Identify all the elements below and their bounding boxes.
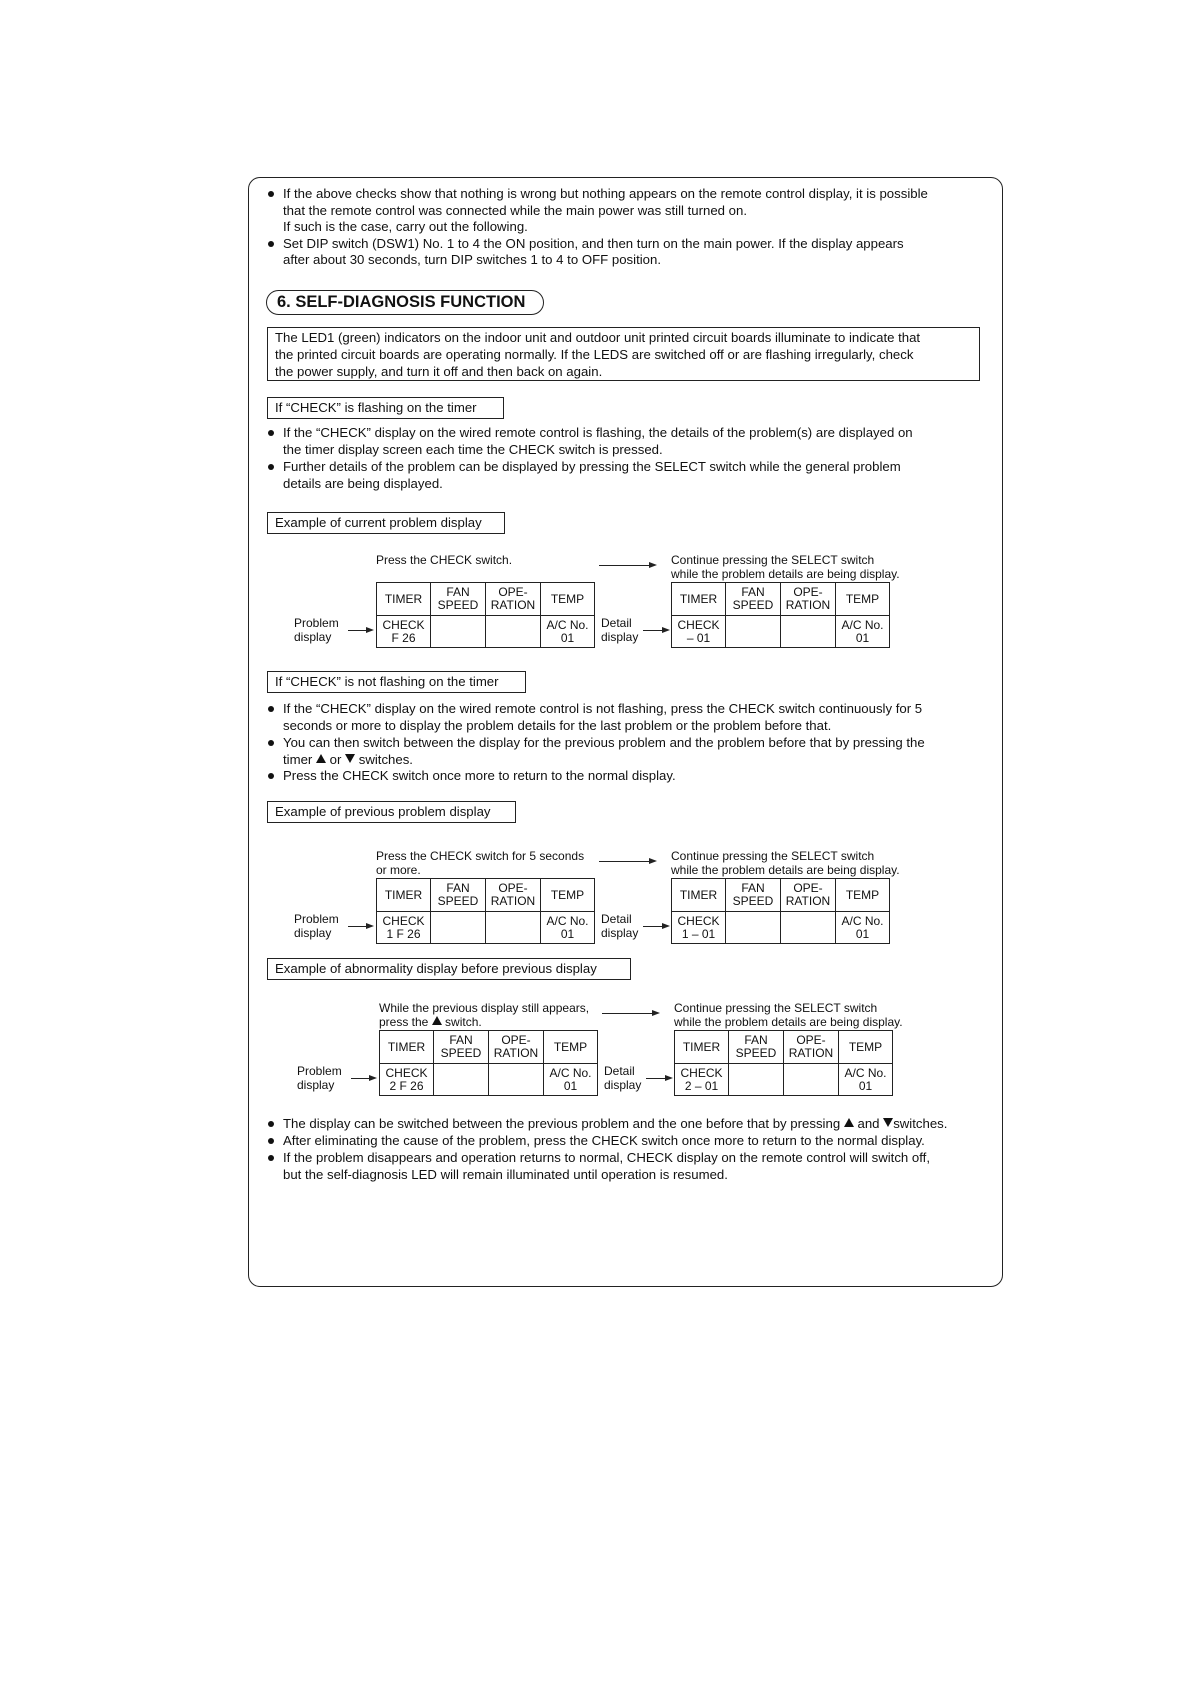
intro-text: If such is the case, carry out the following. [283,219,528,234]
arrow-right-icon [665,1075,673,1081]
detail-code: 1 – 01 [681,926,716,941]
arrow-right-icon [348,630,366,631]
ex3-detail-display-table [674,1030,893,1096]
bullet-icon [268,1155,274,1161]
ope-label: OPE- [498,585,528,599]
temp-header: TEMP [544,1031,598,1064]
detail-code: 2 – 01 [684,1078,719,1093]
timer-cell [672,912,726,944]
ration-label: RATION [493,1046,539,1060]
problem-code: 2 F 26 [389,1078,424,1093]
arrow-right-icon [366,627,374,633]
flashing-text: If the “CHECK” display on the wired remote control is flashing, the details of the problem(s) are displayed on [283,425,913,440]
ex1-instruction-right: while the problem details are being display. [671,567,900,581]
timer-cell [377,616,431,648]
flashing-text: the timer display screen each time the CHECK switch is pressed. [283,442,663,457]
ex1-instruction-right: Continue pressing the SELECT switch [671,553,875,567]
bullet-icon [268,241,274,247]
speed-label: SPEED [732,598,774,612]
operation-cell [489,1064,544,1096]
fan-label: FAN [744,1033,768,1047]
arrow-right-icon [652,1010,660,1016]
detail-display-label: display [601,630,639,644]
temp-header: TEMP [836,583,890,616]
fan-speed-cell [726,616,781,648]
acno-label: A/C No. [546,617,589,632]
fan-speed-cell [729,1064,784,1096]
intro-text: If the above checks show that nothing is wrong but nothing appears on the remote control display, it is possible [283,186,928,201]
detail-display-label: display [601,926,639,940]
timer-cell [672,616,726,648]
ex1-detail-display-table [671,582,890,648]
triangle-down-icon [883,1118,893,1127]
temp-header: TEMP [541,583,595,616]
ex1-instruction-left: Press the CHECK switch. [376,553,513,567]
triangle-up-icon [316,754,326,763]
check-text: CHECK [677,913,720,928]
bullet-icon [268,740,274,746]
fan-label: FAN [446,585,470,599]
detail-display-label: Detail [604,1064,635,1078]
arrow-right-icon [643,926,662,927]
final-text: If the problem disappears and operation returns to normal, CHECK display on the remote control will switch off, [283,1150,930,1165]
example-previous-label: Example of previous problem display [267,801,516,823]
acno-value: 01 [560,926,575,941]
problem-code: F 26 [391,630,416,645]
bullet-icon [268,464,274,470]
operation-cell [781,912,836,944]
bullet-icon [268,1138,274,1144]
arrow-right-icon [662,923,670,929]
example-abnormality-label: Example of abnormality display before previous display [267,958,631,980]
arrow-right-icon [351,1078,369,1079]
speed-label: SPEED [440,1046,482,1060]
final-text: but the self-diagnosis LED will remain illuminated until operation is resumed. [283,1167,728,1182]
temp-header: TEMP [839,1031,893,1064]
operation-header [486,879,541,912]
fan-speed-cell [431,912,486,944]
arrow-right-icon [599,565,649,566]
speed-label: SPEED [732,894,774,908]
fan-label: FAN [741,881,765,895]
ex3-problem-display-table [379,1030,598,1096]
ration-label: RATION [785,598,831,612]
bullet-icon [268,430,274,436]
acno-value: 01 [858,1078,873,1093]
ope-label: OPE- [501,1033,531,1047]
intro-text: Set DIP switch (DSW1) No. 1 to 4 the ON position, and then turn on the main power. If the display appears [283,236,904,251]
operation-cell [486,616,541,648]
problem-display-label: display [297,1078,335,1092]
fan-label: FAN [449,1033,473,1047]
fan-speed-header [434,1031,489,1064]
intro-text: after about 30 seconds, turn DIP switches 1 to 4 to OFF position. [283,252,661,267]
not-flashing-text: seconds or more to display the problem details for the last problem or the problem before that. [283,718,832,733]
ex1-problem-display-table [376,582,595,648]
switches-word: switches. [358,752,413,767]
section-title: 6. SELF-DIAGNOSIS FUNCTION [266,290,544,315]
detail-display-label: display [604,1078,642,1092]
ration-label: RATION [490,894,536,908]
temp-cell [541,616,595,648]
timer-header: TIMER [672,583,726,616]
temp-header: TEMP [836,879,890,912]
bullet-icon [268,1121,274,1127]
final-text [283,1116,947,1133]
problem-display-label: display [294,926,332,940]
ope-label: OPE- [498,881,528,895]
fan-speed-header [726,583,781,616]
intro-text: that the remote control was connected while the main power was still turned on. [283,203,748,218]
bullet-icon [268,706,274,712]
operation-header [781,879,836,912]
triangle-up-icon [844,1118,854,1127]
flashing-text: details are being displayed. [283,476,443,491]
ex2-instruction-left: Press the CHECK switch for 5 seconds [376,849,585,863]
flashing-label: If “CHECK” is flashing on the timer [267,397,504,419]
speed-label: SPEED [437,894,479,908]
fan-speed-header [431,583,486,616]
ration-label: RATION [490,598,536,612]
problem-display-label: Problem [294,912,339,926]
arrow-right-icon [646,1078,665,1079]
acno-label: A/C No. [546,913,589,928]
ex3-instruction-right: while the problem details are being display. [674,1015,903,1029]
operation-cell [781,616,836,648]
and-word: and [857,1116,880,1131]
check-text: CHECK [677,617,720,632]
acno-value: 01 [855,926,870,941]
triangle-up-icon [432,1016,442,1025]
timer-header: TIMER [377,879,431,912]
ex2-instruction-right: while the problem details are being display. [671,863,900,877]
timer-header: TIMER [377,583,431,616]
problem-code: 1 F 26 [386,926,421,941]
triangle-down-icon [345,754,355,763]
temp-cell [836,912,890,944]
fan-label: FAN [446,881,470,895]
timer-cell [380,1064,434,1096]
arrow-right-icon [602,1013,652,1014]
arrow-right-icon [369,1075,377,1081]
note-line: the power supply, and turn it off and then back on again. [275,364,603,379]
ex3-instruction-right: Continue pressing the SELECT switch [674,1001,878,1015]
fan-speed-header [726,879,781,912]
speed-label: SPEED [735,1046,777,1060]
acno-label: A/C No. [841,913,884,928]
ration-label: RATION [785,894,831,908]
not-flashing-label: If “CHECK” is not flashing on the timer [267,671,526,693]
timer-cell [675,1064,729,1096]
switches-word: switches. [893,1116,948,1131]
acno-value: 01 [855,630,870,645]
ex2-instruction-left: or more. [376,863,421,877]
ex3-instruction-left [379,1015,482,1029]
not-flashing-text: You can then switch between the display for the previous problem and the problem before that by pressing the [283,735,925,750]
fan-speed-cell [431,616,486,648]
timer-header: TIMER [675,1031,729,1064]
acno-label: A/C No. [549,1065,592,1080]
ex3-instruction-left: While the previous display still appears, [379,1001,590,1015]
fan-speed-cell [726,912,781,944]
arrow-right-icon [643,630,662,631]
arrow-right-icon [366,923,374,929]
ex2-instruction-right: Continue pressing the SELECT switch [671,849,875,863]
acno-label: A/C No. [841,617,884,632]
arrow-right-icon [649,562,657,568]
fan-speed-header [729,1031,784,1064]
timer-word: timer [283,752,313,767]
timer-header: TIMER [380,1031,434,1064]
timer-header: TIMER [672,879,726,912]
not-flashing-text: Press the CHECK switch once more to return to the normal display. [283,768,676,783]
timer-cell [377,912,431,944]
acno-label: A/C No. [844,1065,887,1080]
check-text: CHECK [382,617,425,632]
temp-cell [541,912,595,944]
switch-text: switch. [445,1015,482,1029]
operation-header [784,1031,839,1064]
arrow-right-icon [599,861,649,862]
press-the-text: press the [379,1015,429,1029]
operation-header [781,583,836,616]
fan-label: FAN [741,585,765,599]
operation-cell [784,1064,839,1096]
operation-header [489,1031,544,1064]
not-flashing-text: If the “CHECK” display on the wired remote control is not flashing, press the CHECK switch continuously for 5 [283,701,923,716]
not-flashing-text [283,752,413,769]
acno-value: 01 [563,1078,578,1093]
operation-header [486,583,541,616]
example-current-label: Example of current problem display [267,512,505,534]
led-note-box [267,327,980,381]
ex2-detail-display-table [671,878,890,944]
fan-speed-cell [434,1064,489,1096]
ope-label: OPE- [793,881,823,895]
arrow-right-icon [662,627,670,633]
detail-display-label: Detail [601,912,632,926]
temp-header: TEMP [541,879,595,912]
or-word: or [329,752,342,767]
detail-display-label: Detail [601,616,632,630]
check-text: CHECK [680,1065,723,1080]
temp-cell [836,616,890,648]
final-text-part: The display can be switched between the previous problem and the one before that by pressing [283,1116,841,1131]
detail-code: – 01 [686,630,711,645]
arrow-right-icon [348,926,366,927]
check-text: CHECK [385,1065,428,1080]
problem-display-label: Problem [294,616,339,630]
bullet-icon [268,191,274,197]
temp-cell [544,1064,598,1096]
arrow-right-icon [649,858,657,864]
problem-display-label: Problem [297,1064,342,1078]
note-line: the printed circuit boards are operating normally. If the LEDS are switched off or are flashing irregularly, check [275,347,914,362]
ope-label: OPE- [796,1033,826,1047]
acno-value: 01 [560,630,575,645]
check-text: CHECK [382,913,425,928]
operation-cell [486,912,541,944]
ope-label: OPE- [793,585,823,599]
flashing-text: Further details of the problem can be displayed by pressing the SELECT switch while the general problem [283,459,901,474]
bullet-icon [268,773,274,779]
fan-speed-header [431,879,486,912]
problem-display-label: display [294,630,332,644]
note-line: The LED1 (green) indicators on the indoor unit and outdoor unit printed circuit boards illuminate to indicate that [275,330,921,345]
ration-label: RATION [788,1046,834,1060]
temp-cell [839,1064,893,1096]
final-text: After eliminating the cause of the problem, press the CHECK switch once more to return to the normal display. [283,1133,925,1148]
speed-label: SPEED [437,598,479,612]
ex2-problem-display-table [376,878,595,944]
